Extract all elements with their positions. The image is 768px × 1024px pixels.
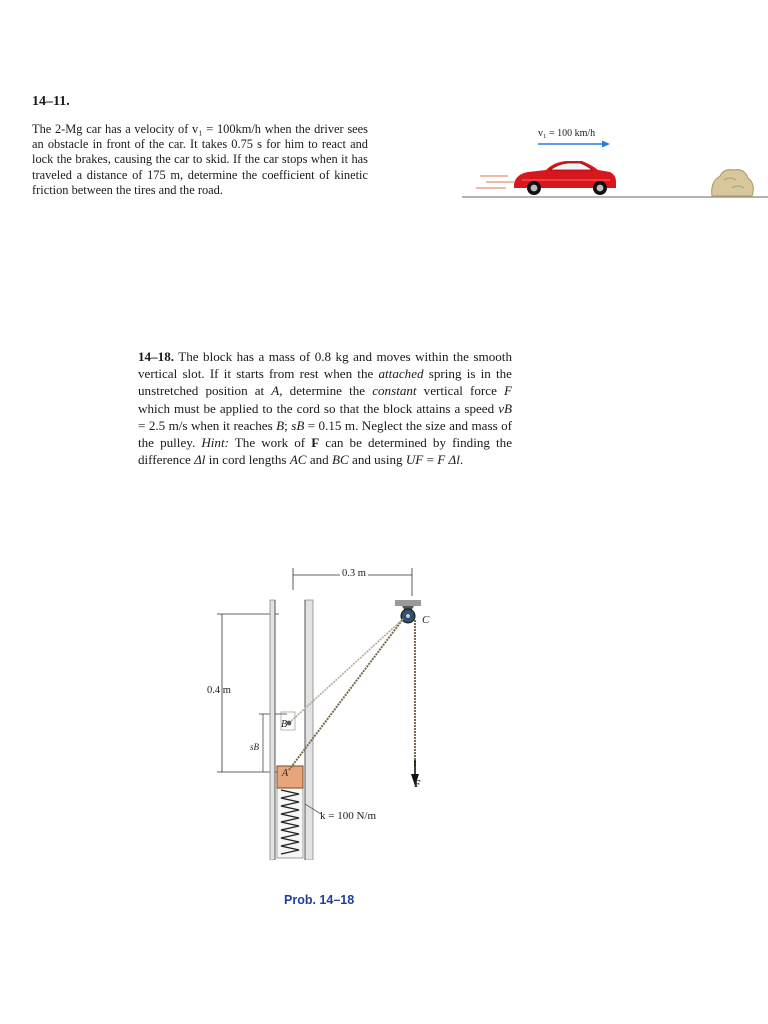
statement-symbol: Δl <box>445 452 460 468</box>
statement-symbol: A <box>271 383 280 399</box>
label-sb: sB <box>250 742 259 752</box>
statement-text: can be determined by finding the difference <box>138 435 513 468</box>
statement-symbol: AC <box>289 452 307 468</box>
statement-symbol: BC <box>332 452 349 468</box>
statement-symbol: B <box>276 417 285 433</box>
statement-symbol: sB <box>291 417 305 433</box>
label-b: B <box>281 719 288 730</box>
statement-text: and using <box>348 452 406 468</box>
statement-emphasis: constant <box>372 383 417 399</box>
dimension-label-horizontal: 0.3 m <box>342 568 366 579</box>
statement-symbol: F <box>437 452 446 468</box>
car-figure-drawing <box>462 122 768 204</box>
statement-symbol: F <box>504 383 512 399</box>
statement-text: = 0.15 m. Neglect the size and mass of the pulley. <box>138 417 512 451</box>
statement-text: The block has a mass of 0.8 kg and moves within the smooth vertical slot. If it starts from rest when the <box>138 349 512 382</box>
statement-text: . <box>459 452 464 468</box>
statement-symbol: vB <box>498 400 512 416</box>
statement-text: ; <box>284 417 292 433</box>
statement-symbol: UF <box>405 452 424 468</box>
dimension-label-vertical: 0.4 m <box>207 685 231 696</box>
statement-text: , determine the <box>279 383 373 399</box>
statement-emphasis: attached <box>378 366 424 382</box>
label-f: F <box>414 778 421 790</box>
statement-text: The work of <box>228 435 312 451</box>
statement-hint-label: Hint: <box>201 435 229 451</box>
speed-streaks <box>476 176 514 188</box>
statement-text: = <box>423 452 438 468</box>
statement-text: in cord lengths <box>205 452 290 468</box>
statement-vector: F <box>311 435 320 451</box>
car-skid-figure <box>462 122 768 204</box>
label-spring-constant: k = 100 N/m <box>320 810 377 822</box>
statement-text: = 2.5 m/s when it reaches <box>138 417 277 433</box>
statement-text: spring is in the unstretched position at <box>138 366 512 399</box>
problem-14-11-statement: The 2-Mg car has a velocity of v₁ = 100km/h when the driver sees an obstacle in front of the car. It takes 0.75 s for him to react and lock the brakes, causing the car to skid. If the car stops when it has traveled a distance of 175 m, determine the coefficient of kinetic friction between the tires and the road. <box>32 122 368 197</box>
problem-14-18-statement <box>138 348 512 468</box>
pulley-icon <box>395 600 421 623</box>
spring-icon <box>277 788 303 858</box>
statement-text: vertical force <box>416 383 504 399</box>
label-c: C <box>422 614 430 626</box>
statement-text: and <box>306 452 332 468</box>
rock-obstacle-icon <box>712 170 754 196</box>
statement-symbol: Δl <box>194 452 206 468</box>
statement-text: which must be applied to the cord so that the block attains a speed <box>138 400 499 416</box>
red-car-icon <box>514 161 616 195</box>
label-a: A <box>282 768 289 779</box>
velocity-label: v₁ = 100 km/h <box>538 128 596 139</box>
problem-14-11-number: 14–11. <box>32 94 70 109</box>
problem-14-18-number: 14–18. <box>138 349 175 364</box>
figure-caption: Prob. 14–18 <box>284 893 355 907</box>
